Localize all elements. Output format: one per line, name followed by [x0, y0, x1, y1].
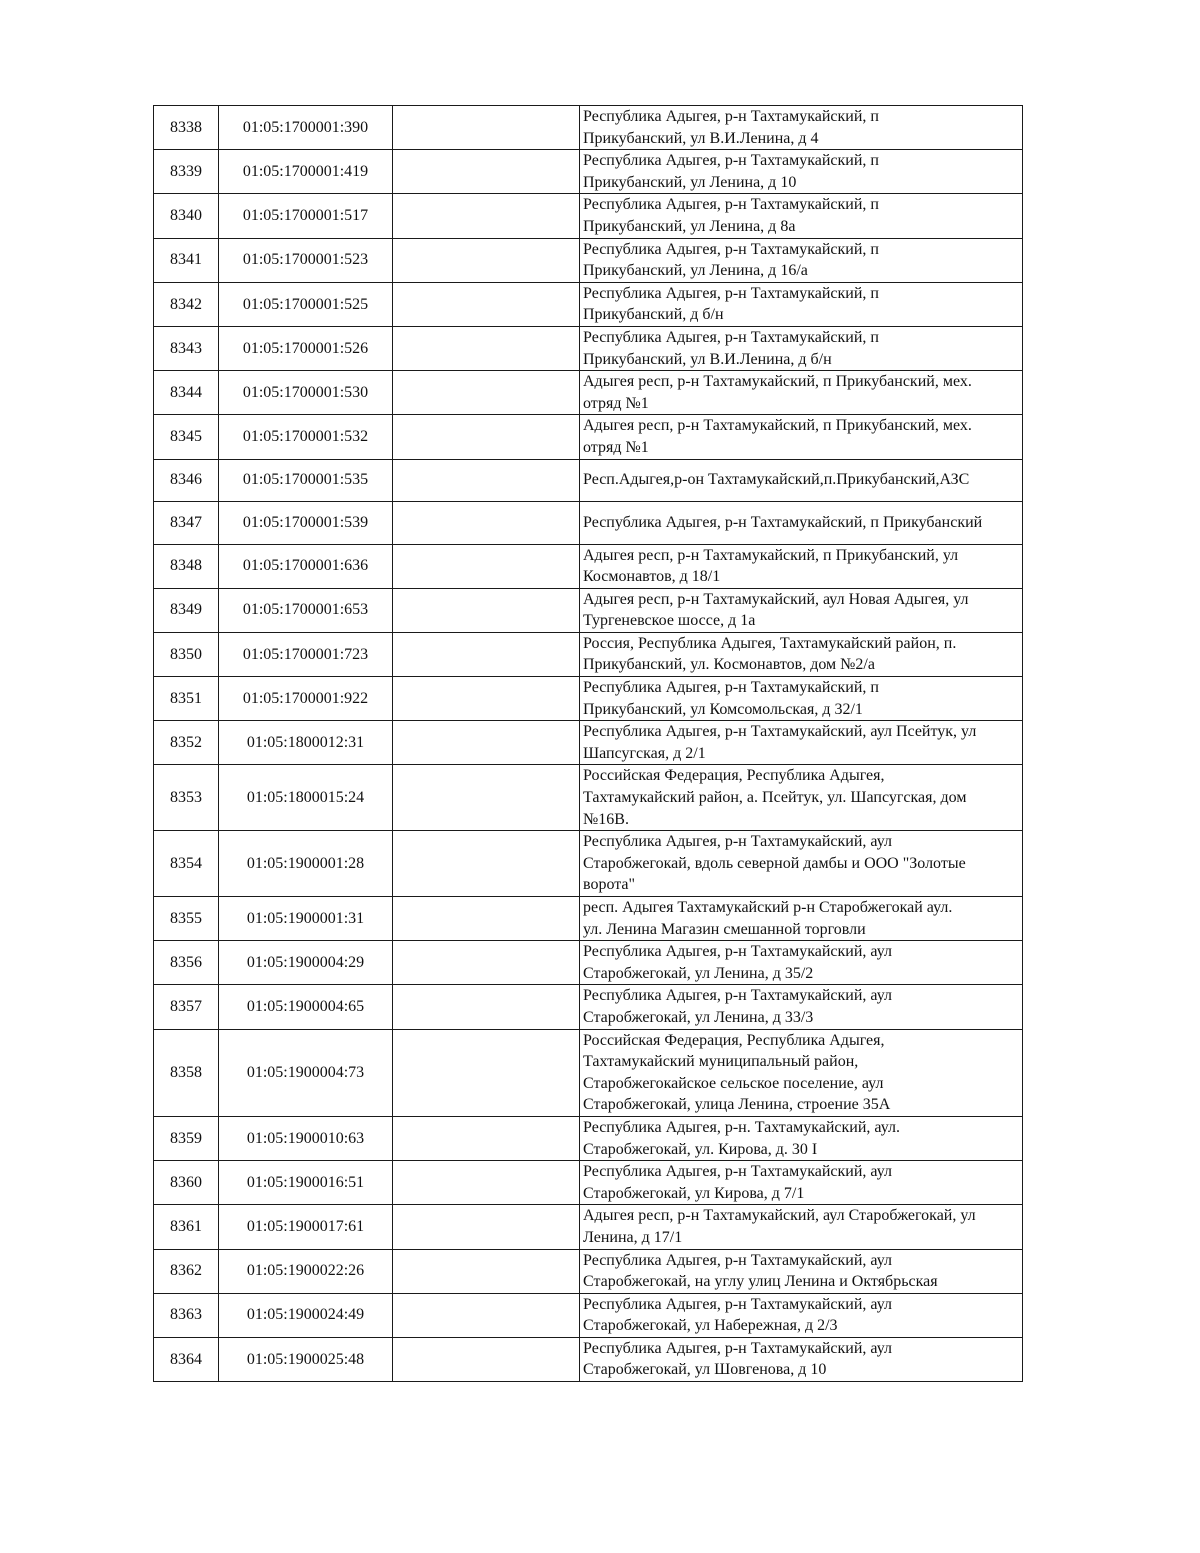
cadastral-number-cell: 01:05:1900025:48 [219, 1337, 393, 1381]
cadastral-number-cell: 01:05:1700001:539 [219, 502, 393, 545]
cadastral-number-cell: 01:05:1700001:419 [219, 150, 393, 194]
cadastral-number-cell: 01:05:1700001:922 [219, 677, 393, 721]
address-cell: Адыгея респ, р-н Тахтамукайский, п Прикубанский, мех. отряд №1 [580, 371, 1023, 415]
table-row [154, 1205, 1023, 1249]
empty-cell [393, 677, 580, 721]
address-cell: Республика Адыгея, р-н Тахтамукайский, п Прикубанский, ул В.И.Ленина, д 4 [580, 106, 1023, 150]
address-cell: Республика Адыгея, р-н Тахтамукайский, п Прикубанский, д б/н [580, 282, 1023, 326]
row-number-cell: 8358 [154, 1029, 219, 1116]
empty-cell [393, 897, 580, 941]
address-cell: Республика Адыгея, р-н Тахтамукайский, п Прикубанский, ул В.И.Ленина, д б/н [580, 326, 1023, 370]
cadastral-number-cell: 01:05:1900001:28 [219, 831, 393, 897]
row-number-cell: 8364 [154, 1337, 219, 1381]
empty-cell [393, 831, 580, 897]
address-cell: Республика Адыгея, р-н Тахтамукайский, п Прикубанский, ул Комсомольская, д 32/1 [580, 677, 1023, 721]
cadastral-number-cell: 01:05:1900016:51 [219, 1161, 393, 1205]
table-row [154, 765, 1023, 831]
cadastral-number-cell: 01:05:1700001:530 [219, 371, 393, 415]
cadastral-number-cell: 01:05:1800015:24 [219, 765, 393, 831]
empty-cell [393, 1205, 580, 1249]
table-row [154, 415, 1023, 459]
cadastral-number-cell: 01:05:1700001:653 [219, 588, 393, 632]
row-number-cell: 8342 [154, 282, 219, 326]
row-number-cell: 8347 [154, 502, 219, 545]
table-row [154, 831, 1023, 897]
row-number-cell: 8345 [154, 415, 219, 459]
address-cell: Республика Адыгея, р-н Тахтамукайский, п Прикубанский, ул Ленина, д 8а [580, 194, 1023, 238]
table-row [154, 150, 1023, 194]
table-row [154, 1116, 1023, 1160]
address-cell: Республика Адыгея, р-н Тахтамукайский, п Прикубанский, ул Ленина, д 16/а [580, 238, 1023, 282]
empty-cell [393, 632, 580, 676]
table-row [154, 941, 1023, 985]
empty-cell [393, 459, 580, 502]
empty-cell [393, 1337, 580, 1381]
cadastral-number-cell: 01:05:1900004:65 [219, 985, 393, 1029]
row-number-cell: 8350 [154, 632, 219, 676]
cadastral-number-cell: 01:05:1700001:535 [219, 459, 393, 502]
cadastral-number-cell: 01:05:1800012:31 [219, 721, 393, 765]
address-cell: Республика Адыгея, р-н Тахтамукайский, аул Старобжегокай, ул Ленина, д 35/2 [580, 941, 1023, 985]
table-row [154, 1029, 1023, 1116]
empty-cell [393, 194, 580, 238]
cadastral-number-cell: 01:05:1700001:723 [219, 632, 393, 676]
table-row [154, 194, 1023, 238]
cadastral-number-cell: 01:05:1700001:525 [219, 282, 393, 326]
row-number-cell: 8339 [154, 150, 219, 194]
table-row [154, 326, 1023, 370]
address-cell: Республика Адыгея, р-н Тахтамукайский, аул Старобжегокай, вдоль северной дамбы и ООО "Золотые ворота" [580, 831, 1023, 897]
address-cell: Республика Адыгея, р-н Тахтамукайский, аул Псейтук, ул Шапсугская, д 2/1 [580, 721, 1023, 765]
row-number-cell: 8354 [154, 831, 219, 897]
cadastral-number-cell: 01:05:1700001:526 [219, 326, 393, 370]
empty-cell [393, 106, 580, 150]
row-number-cell: 8355 [154, 897, 219, 941]
address-cell: Республика Адыгея, р-н Тахтамукайский, аул Старобжегокай, ул Шовгенова, д 10 [580, 1337, 1023, 1381]
address-cell: Республика Адыгея, р-н Тахтамукайский, аул Старобжегокай, ул Ленина, д 33/3 [580, 985, 1023, 1029]
cadastral-number-cell: 01:05:1900004:29 [219, 941, 393, 985]
row-number-cell: 8349 [154, 588, 219, 632]
table-row [154, 1293, 1023, 1337]
table-row [154, 677, 1023, 721]
address-cell: Адыгея респ, р-н Тахтамукайский, п Прикубанский, ул Космонавтов, д 18/1 [580, 544, 1023, 588]
cadastral-number-cell: 01:05:1700001:636 [219, 544, 393, 588]
address-cell: Республика Адыгея, р-н Тахтамукайский, аул Старобжегокай, на углу улиц Ленина и Октябрьская [580, 1249, 1023, 1293]
address-cell: Россия, Республика Адыгея, Тахтамукайский район, п. Прикубанский, ул. Космонавтов, дом №2/а [580, 632, 1023, 676]
address-cell: Республика Адыгея, р-н Тахтамукайский, п Прикубанский, ул Ленина, д 10 [580, 150, 1023, 194]
table-row [154, 459, 1023, 502]
empty-cell [393, 1293, 580, 1337]
row-number-cell: 8344 [154, 371, 219, 415]
address-cell: Адыгея респ, р-н Тахтамукайский, аул Старобжегокай, ул Ленина, д 17/1 [580, 1205, 1023, 1249]
cadastral-number-cell: 01:05:1700001:517 [219, 194, 393, 238]
empty-cell [393, 282, 580, 326]
cadastral-number-cell: 01:05:1700001:390 [219, 106, 393, 150]
table-row [154, 544, 1023, 588]
row-number-cell: 8356 [154, 941, 219, 985]
row-number-cell: 8359 [154, 1116, 219, 1160]
empty-cell [393, 150, 580, 194]
row-number-cell: 8338 [154, 106, 219, 150]
empty-cell [393, 941, 580, 985]
table-row [154, 282, 1023, 326]
cadastral-number-cell: 01:05:1900024:49 [219, 1293, 393, 1337]
empty-cell [393, 238, 580, 282]
row-number-cell: 8346 [154, 459, 219, 502]
row-number-cell: 8352 [154, 721, 219, 765]
empty-cell [393, 371, 580, 415]
table-row [154, 371, 1023, 415]
row-number-cell: 8362 [154, 1249, 219, 1293]
row-number-cell: 8360 [154, 1161, 219, 1205]
table-row [154, 106, 1023, 150]
table-row [154, 1337, 1023, 1381]
table-row [154, 238, 1023, 282]
empty-cell [393, 1161, 580, 1205]
table-row [154, 1249, 1023, 1293]
empty-cell [393, 415, 580, 459]
table-row [154, 502, 1023, 545]
address-cell: Российская Федерация, Республика Адыгея, Тахтамукайский муниципальный район, Старобжегокайское сельское поселение, аул Старобжегокай, улица Ленина, строение 35А [580, 1029, 1023, 1116]
row-number-cell: 8348 [154, 544, 219, 588]
cadastral-number-cell: 01:05:1900022:26 [219, 1249, 393, 1293]
address-cell: Республика Адыгея, р-н Тахтамукайский, аул Старобжегокай, ул Кирова, д 7/1 [580, 1161, 1023, 1205]
table-row [154, 985, 1023, 1029]
empty-cell [393, 1116, 580, 1160]
empty-cell [393, 765, 580, 831]
empty-cell [393, 985, 580, 1029]
address-cell: Республика Адыгея, р-н Тахтамукайский, п Прикубанский [580, 502, 1023, 545]
empty-cell [393, 502, 580, 545]
address-cell: Республика Адыгея, р-н. Тахтамукайский, аул. Старобжегокай, ул. Кирова, д. 30 I [580, 1116, 1023, 1160]
address-cell: Респ.Адыгея,р-он Тахтамукайский,п.Прикубанский,АЗС [580, 459, 1023, 502]
row-number-cell: 8351 [154, 677, 219, 721]
row-number-cell: 8357 [154, 985, 219, 1029]
table-row [154, 721, 1023, 765]
table-row [154, 897, 1023, 941]
row-number-cell: 8361 [154, 1205, 219, 1249]
row-number-cell: 8340 [154, 194, 219, 238]
address-cell: Республика Адыгея, р-н Тахтамукайский, аул Старобжегокай, ул Набережная, д 2/3 [580, 1293, 1023, 1337]
empty-cell [393, 721, 580, 765]
empty-cell [393, 326, 580, 370]
empty-cell [393, 544, 580, 588]
address-cell: респ. Адыгея Тахтамукайский р-н Старобжегокай аул. ул. Ленина Магазин смешанной торговли [580, 897, 1023, 941]
address-cell: Адыгея респ, р-н Тахтамукайский, аул Новая Адыгея, ул Тургеневское шоссе, д 1а [580, 588, 1023, 632]
table-row [154, 588, 1023, 632]
empty-cell [393, 1249, 580, 1293]
cadastral-number-cell: 01:05:1700001:532 [219, 415, 393, 459]
row-number-cell: 8341 [154, 238, 219, 282]
cadastral-number-cell: 01:05:1900004:73 [219, 1029, 393, 1116]
address-cell: Адыгея респ, р-н Тахтамукайский, п Прикубанский, мех. отряд №1 [580, 415, 1023, 459]
empty-cell [393, 588, 580, 632]
row-number-cell: 8343 [154, 326, 219, 370]
property-registry-table [153, 105, 1023, 1382]
cadastral-number-cell: 01:05:1900017:61 [219, 1205, 393, 1249]
cadastral-number-cell: 01:05:1700001:523 [219, 238, 393, 282]
table-row [154, 1161, 1023, 1205]
row-number-cell: 8363 [154, 1293, 219, 1337]
row-number-cell: 8353 [154, 765, 219, 831]
address-cell: Российская Федерация, Республика Адыгея, Тахтамукайский район, а. Псейтук, ул. Шапсугская, дом №16В. [580, 765, 1023, 831]
empty-cell [393, 1029, 580, 1116]
cadastral-number-cell: 01:05:1900001:31 [219, 897, 393, 941]
cadastral-number-cell: 01:05:1900010:63 [219, 1116, 393, 1160]
table-row [154, 632, 1023, 676]
